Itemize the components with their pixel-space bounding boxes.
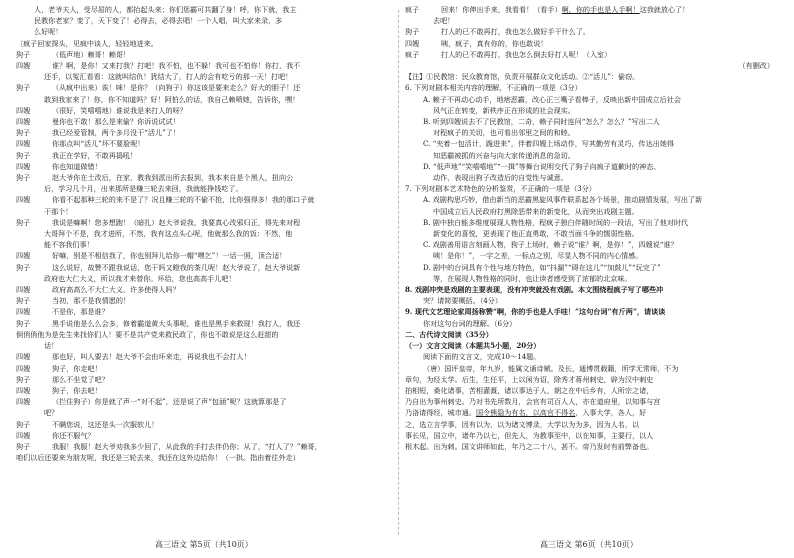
right-line bbox=[405, 94, 780, 105]
speaker-label: 狗子 bbox=[16, 49, 31, 59]
right-line bbox=[405, 15, 780, 26]
right-line bbox=[405, 396, 780, 407]
line-text: 根木起。出为刺。国文讲师如此，年乃之二十八，甚不。帝乃发时有前弊备也。 bbox=[405, 441, 654, 451]
left-line bbox=[16, 150, 391, 161]
speaker-label: 四嫂 bbox=[16, 195, 31, 205]
line-text: 拍相短，桑化诸事，苦相灌溉，诸以事达于人，朝之在中后乡有，人所宗之诸， bbox=[405, 385, 654, 395]
left-line bbox=[16, 407, 391, 418]
line-text: 知恶霸被抓的兴奋与向大家传递消息的急切。 bbox=[433, 150, 575, 160]
left-line bbox=[16, 273, 391, 284]
line-text: 那么不坐觉了吧？ bbox=[52, 374, 109, 384]
left-line bbox=[16, 306, 391, 317]
line-text: 新变化的喜悦，更表现了他正直勇敢，不敢当面斗争的懦弱性格。 bbox=[433, 229, 639, 239]
right-line bbox=[405, 419, 780, 430]
line-text: 黑手说他是么么会多，修着霸道黄大头事呢，谁也是黑手来救现！我打人，我还 bbox=[52, 318, 301, 328]
right-line bbox=[405, 60, 780, 71]
line-text: 之，选立言学事，因有以为，以为诸文博录，大学以为为多，因为人名，以 bbox=[405, 419, 640, 429]
speaker-label: 狗子 bbox=[16, 83, 31, 93]
underlined-text: 国令熊隐为有名，以高官不得名 bbox=[475, 408, 576, 418]
left-line bbox=[16, 116, 391, 127]
line-text: 9. 现代文艺理论家周扬称赞“啊，你的手也是人手哇！”这句台词“有斤两”，请谈谈 bbox=[405, 307, 666, 317]
line-text: 打人的已不敢再打，我也怎么做好手干什么了。 bbox=[441, 27, 590, 37]
line-text: 6. 下列对剧本相关内容的理解，不正确的一项是（3分） bbox=[405, 83, 582, 93]
line-text: 能不容我们事！ bbox=[44, 240, 94, 250]
line-text: 狗子，你走吧！ bbox=[52, 363, 102, 373]
line-text-rest: 这我就放心了！ bbox=[639, 5, 690, 14]
right-line bbox=[405, 262, 780, 273]
footer-left: 高三语文 第5页（共10页） bbox=[155, 540, 253, 549]
line-text: 那也好，叫人要去！赵大爷不会由坏来走，再说我也不会打人！ bbox=[52, 352, 251, 362]
line-text: 对程疯子的关切，也可看出邻里之间的和睦。 bbox=[433, 128, 575, 138]
left-line bbox=[16, 4, 391, 15]
left-line bbox=[16, 15, 391, 26]
speaker-label: 疯子 bbox=[405, 49, 420, 59]
right-line bbox=[405, 194, 780, 205]
right-line bbox=[405, 206, 780, 217]
line-text: 我已经爱管制，两个多月没干“活儿”了！ bbox=[52, 128, 180, 138]
left-page bbox=[16, 4, 391, 463]
line-text: 打人的已不敢再打，我也怎么倒去好打人呢！（入室） bbox=[441, 49, 612, 59]
line-text: 你那点叫“活儿”坏不要脸呢！ bbox=[52, 139, 145, 149]
line-text: 你也知道做错！ bbox=[52, 161, 102, 171]
left-line bbox=[16, 419, 391, 430]
left-line bbox=[16, 138, 391, 149]
line-text: 大哥拜个不是，我才进所，不然，我有这点头心呢，他就那么我的饭：不然，他 bbox=[44, 229, 293, 239]
left-line bbox=[16, 228, 391, 239]
right-line bbox=[405, 295, 780, 306]
left-line bbox=[16, 452, 391, 463]
line-text: C. “夹着一包活计，跪进来”，伴着四嫂上场动作，写其勤劳有灵巧，传达出她得 bbox=[423, 139, 675, 149]
line-text: （低声地）赖哥！赖哥！ bbox=[52, 49, 131, 59]
left-line bbox=[16, 284, 391, 295]
line-text: 去吧！ bbox=[433, 16, 455, 26]
right-line bbox=[405, 329, 780, 340]
line-text: （拦住狗子）你是就了声一“对不起”，还是说了声“包涵”呢？这就算那是了 bbox=[52, 397, 287, 407]
line-text: 章句，为经太学。后生，生任平，上以闲为诏，除秀才蒋州刺史，辟为汉中刺史 bbox=[405, 374, 654, 384]
right-line bbox=[405, 430, 780, 441]
left-line bbox=[16, 363, 391, 374]
underlined-text: 啊，你的手也是人手啊！ bbox=[561, 5, 640, 14]
right-line bbox=[405, 161, 780, 172]
speaker-label: 狗子 bbox=[16, 441, 31, 451]
line-text: 我正在学好，不敢再捣吼！ bbox=[52, 150, 138, 160]
right-line bbox=[405, 71, 780, 82]
line-text: 中国成立后人民政府打黑除恶带来的新变化，从而突出戏剧主题。 bbox=[433, 206, 639, 216]
line-text: 好嘛，别是不相信我了，你也别拜儿给你一帽“嘿乞”！一话一照，顶合适！ bbox=[52, 251, 287, 261]
right-page bbox=[405, 4, 780, 452]
line-text: （有删改） bbox=[738, 61, 774, 71]
left-line bbox=[16, 430, 391, 441]
line-text: 动作，表现出狗子改造后的自觉性与诚意。 bbox=[433, 173, 568, 183]
right-line bbox=[405, 284, 780, 295]
right-line bbox=[405, 374, 780, 385]
line-text: 政府高高么不大仁大义，许多使得人吗？ bbox=[52, 285, 180, 295]
right-line bbox=[405, 239, 780, 250]
speaker-label: 四嫂 bbox=[16, 285, 31, 295]
line-text: 8. 戏剧冲突是戏剧的主要表现，没有冲突就没有戏剧。本文围绕程疯子写了哪些冲 bbox=[405, 285, 664, 295]
right-line bbox=[405, 4, 780, 15]
line-text: 当初，那不是我情愿的！ bbox=[52, 296, 131, 306]
left-line bbox=[16, 127, 391, 138]
left-line bbox=[16, 82, 391, 93]
line-text: 〔疯子回家探头，见疯中谈人，轻轻地进来。 bbox=[16, 38, 158, 48]
line-text: 谁？啊，是你！又来打我？打吧！我不怕，也不躲！我可也不怕你！你打，我不 bbox=[52, 61, 301, 71]
speaker-label: 四嫂 bbox=[16, 161, 31, 171]
right-line bbox=[405, 127, 780, 138]
right-line bbox=[405, 228, 780, 239]
right-line bbox=[405, 82, 780, 93]
speaker-label: 四嫂 bbox=[16, 105, 31, 115]
speaker-label: 狗子 bbox=[16, 217, 31, 227]
left-line bbox=[16, 105, 391, 116]
line-text: （很好，笑嘻嘻地）谁说我是来打人的呀？ bbox=[52, 105, 187, 115]
speaker-label: 四嫂 bbox=[16, 139, 31, 149]
speaker-label: 四嫂 bbox=[16, 117, 31, 127]
line-text: 民教你老家？变了，天下变了！必得去，必得去唱！一个人唱，叫大家来录，多 bbox=[34, 16, 283, 26]
page-divider bbox=[398, 10, 399, 535]
line-text: 二、古代诗文阅读（35分） bbox=[405, 329, 493, 339]
line-text: 阅读下面的文言文，完成10～14题。 bbox=[423, 352, 541, 362]
left-line bbox=[16, 318, 391, 329]
left-line bbox=[16, 71, 391, 82]
left-line bbox=[16, 38, 391, 49]
left-line bbox=[16, 385, 391, 396]
speaker-label: 狗子 bbox=[16, 173, 31, 183]
line-text: A. 戏剧构思巧妙，借由新当的恶霸黑旋风事件联系起各个场景，推动剧情发展，写出了新 bbox=[423, 195, 703, 205]
line-text: D. “低声地”“笑嘻嘻地”“一揖”等舞台说明交代了狗子向疯子道歉时的神态、 bbox=[423, 161, 661, 171]
left-line bbox=[16, 250, 391, 261]
right-line bbox=[405, 138, 780, 149]
left-line bbox=[16, 161, 391, 172]
line-text: B. 听到四嫂说去不了民教馆，二奇，赖子同时连问“怎么？怎么？”写出二人 bbox=[423, 117, 660, 127]
line-text: 这么说好，故赞不跟我说话，您干吗又瞪我的茶几呢！赵大爷说了，赵大爷说新 bbox=[52, 262, 301, 272]
speaker-label: 四嫂 bbox=[16, 397, 31, 407]
line-text: 你对这句台词的理解。（6分） bbox=[423, 318, 517, 328]
speaker-label: 四嫂 bbox=[16, 307, 31, 317]
line-text: 赵大爷你在土改后，在家，教我到派出所去报到，我本来自是个黑人，扭向公 bbox=[52, 173, 294, 183]
line-text: 咱们以后还要来为朋友呢，我还是三轮去来，我还在这外边给你！（一拱。指由着往外走） bbox=[16, 453, 300, 463]
left-line bbox=[16, 183, 391, 194]
right-line bbox=[405, 183, 780, 194]
line-text: 倒俏俏他为是先生来找你们人！要不是共产党来救民政了，你也不敢说是这么赶甜的 bbox=[16, 329, 279, 339]
right-line bbox=[405, 172, 780, 183]
right-line bbox=[405, 273, 780, 284]
right-line bbox=[405, 150, 780, 161]
line-text: 不是你，那是谁？ bbox=[52, 307, 109, 317]
speaker-label: 四嫂 bbox=[16, 363, 31, 373]
line-text: 咦！是你！”，一字之差，一标点之别，尽显人物不同的内心情感。 bbox=[433, 251, 643, 261]
left-line bbox=[16, 60, 391, 71]
line-text: 突？请简要概括。（4分） bbox=[423, 296, 502, 306]
line-text: 我服！我服！赵大爷劝我多少回了，从此我的手打去伴仍你；从了，“打人了？”赖哥， bbox=[52, 441, 322, 451]
left-line bbox=[16, 441, 391, 452]
line-text: 敢到我家来了！你，你不知道吗？好！阿怕么的话，我自己赖喷她，告诉你，嘿！ bbox=[44, 94, 300, 104]
line-text: （唐）国评皇帝，年九岁，能属文诵诗赋。及长，通博贯载籍，所学无常师，不为 bbox=[423, 363, 679, 373]
right-line bbox=[405, 318, 780, 329]
line-text: 7. 下列对剧本艺术特色的分析鉴赏，不正确的一项是（3分） bbox=[405, 184, 596, 194]
left-line bbox=[16, 340, 391, 351]
right-line bbox=[405, 38, 780, 49]
speaker-label: 疯子 bbox=[405, 5, 420, 14]
line-text: 话！ bbox=[44, 341, 59, 351]
speaker-label: 狗子 bbox=[16, 419, 31, 429]
left-line bbox=[16, 396, 391, 407]
line-text: 曼你也不敢！那么是来偷？你诉说试试！ bbox=[52, 117, 180, 127]
line-text: A. 赖子不再动心动手，地痞恶霸，改心正三嘴子看棒子，反映出新中国成立后社会 bbox=[423, 94, 681, 104]
speaker-label: 狗子 bbox=[405, 27, 420, 37]
line-text: 乃洛请得经，城市通。 bbox=[405, 408, 476, 418]
line-text: C. 戏剧善用语言刻画人物，狗子上场时，赖子说“谁？啊，是你！”，四嫂说“谁？ bbox=[423, 240, 678, 250]
right-line bbox=[405, 441, 780, 452]
line-text: 干那个！ bbox=[44, 206, 73, 216]
line-text: 政府也大仁大义，所以我才来替你。坏给，您也高高手儿吧！ bbox=[44, 273, 236, 283]
speaker-label: 四嫂 bbox=[16, 61, 31, 71]
line-text: B. 剧中独白能多维度展现人物性格，程疯子独白伴随时间的一段话，写出了他对时代 bbox=[423, 217, 689, 227]
line-text: 么好呢！ bbox=[34, 27, 63, 37]
right-line bbox=[405, 407, 780, 418]
left-line bbox=[16, 194, 391, 205]
line-text: 不瞒您说，这还是头一次服软儿！ bbox=[52, 419, 159, 429]
speaker-label: 狗子 bbox=[16, 374, 31, 384]
right-line bbox=[405, 105, 780, 116]
line-text: 人，老爷夫人，受尽屈的人，都抬起头来；你们惩霸可共翻了身！呼，你下就，我主 bbox=[34, 5, 297, 14]
speaker-label: 四嫂 bbox=[16, 352, 31, 362]
speaker-label: 四嫂 bbox=[405, 38, 420, 48]
right-line bbox=[405, 306, 780, 317]
line-text: 【注】①民教馆：民众教育馆，负责开展群众文化活动。②“活儿”：偷窃。 bbox=[405, 72, 640, 82]
line-text: 乃自出为事州刺史。乃对书先所数月，会官有司百人人，亦在道府里，以知事与宫 bbox=[405, 397, 661, 407]
line-text: （从疯中出来）诶！咪！是你？（向狗子）你这该是要来走么？好大的胆子！还 bbox=[52, 83, 301, 93]
left-line bbox=[16, 26, 391, 37]
left-line bbox=[16, 239, 391, 250]
left-line bbox=[16, 329, 391, 340]
speaker-label: 四嫂 bbox=[16, 251, 31, 261]
right-line bbox=[405, 26, 780, 37]
line-text: 回来！你伸出手来，我看看！（看手） bbox=[441, 5, 562, 14]
right-line bbox=[405, 385, 780, 396]
line-text: 咦，疯子，真有你的，你也敢说！ bbox=[441, 38, 548, 48]
right-line bbox=[405, 116, 780, 127]
right-line bbox=[405, 340, 780, 351]
speaker-label: 狗子 bbox=[16, 262, 31, 272]
speaker-label: 狗子 bbox=[16, 296, 31, 306]
line-text: 等，在展现人物性格的同时，也让读者感受到了浓郁的北京味。 bbox=[433, 273, 632, 283]
left-line bbox=[16, 295, 391, 306]
line-text: 你看不起那种三轮的来不是了？况且赚三轮的不偷不抢，比你强得多！我的那口子就 bbox=[52, 195, 315, 205]
left-line bbox=[16, 374, 391, 385]
left-line bbox=[16, 206, 391, 217]
left-line bbox=[16, 351, 391, 362]
line-text: 后，学习几个月，出来那所是赚三轮去来回，我就能挣钱吃了。 bbox=[44, 184, 243, 194]
line-text: 吧？ bbox=[44, 408, 59, 418]
right-line bbox=[405, 250, 780, 261]
line-text: 还手，以冤汇看看：这就叫结仇！犹结大了，打人的会有吃亏的那一天！打吧！ bbox=[44, 72, 293, 82]
speaker-label: 狗子 bbox=[16, 318, 31, 328]
left-line bbox=[16, 172, 391, 183]
speaker-label: 狗子 bbox=[16, 128, 31, 138]
right-line bbox=[405, 363, 780, 374]
right-line bbox=[405, 217, 780, 228]
right-line bbox=[405, 49, 780, 60]
line-text: 风气正在转变，新秩序正在形成的社会现实。 bbox=[433, 105, 575, 115]
line-text: 你还不服气？ bbox=[52, 430, 95, 440]
right-line bbox=[405, 351, 780, 362]
line-text: 事长见，国立中，诸年乃以七，但先人，为教事至中，以在知事，主要行，以人 bbox=[405, 430, 654, 440]
speaker-label: 四嫂 bbox=[16, 430, 31, 440]
left-line bbox=[16, 217, 391, 228]
footer-right: 高三语文 第6页（共10页） bbox=[540, 540, 638, 549]
left-line bbox=[16, 94, 391, 105]
left-line bbox=[16, 262, 391, 273]
line-text: 我说是嘛啊！您多想跑！（暗扎）赵大爷说我，我要真心改邪归正，得先来对程 bbox=[52, 217, 301, 227]
speaker-label: 四嫂 bbox=[16, 385, 31, 395]
left-line bbox=[16, 49, 391, 60]
line-text-rest: ，入事大学，各人，好 bbox=[575, 408, 647, 418]
line-text: 狗子，你去吧！ bbox=[52, 385, 102, 395]
line-text: （一）文言文阅读（本题共5小题，20分） bbox=[405, 341, 541, 351]
line-text: D. 剧中的台词具有个性与地方特色，如“抖漏”“碍在这儿”“加鼓儿”“玩完了” bbox=[423, 262, 661, 272]
speaker-label: 狗子 bbox=[16, 150, 31, 160]
